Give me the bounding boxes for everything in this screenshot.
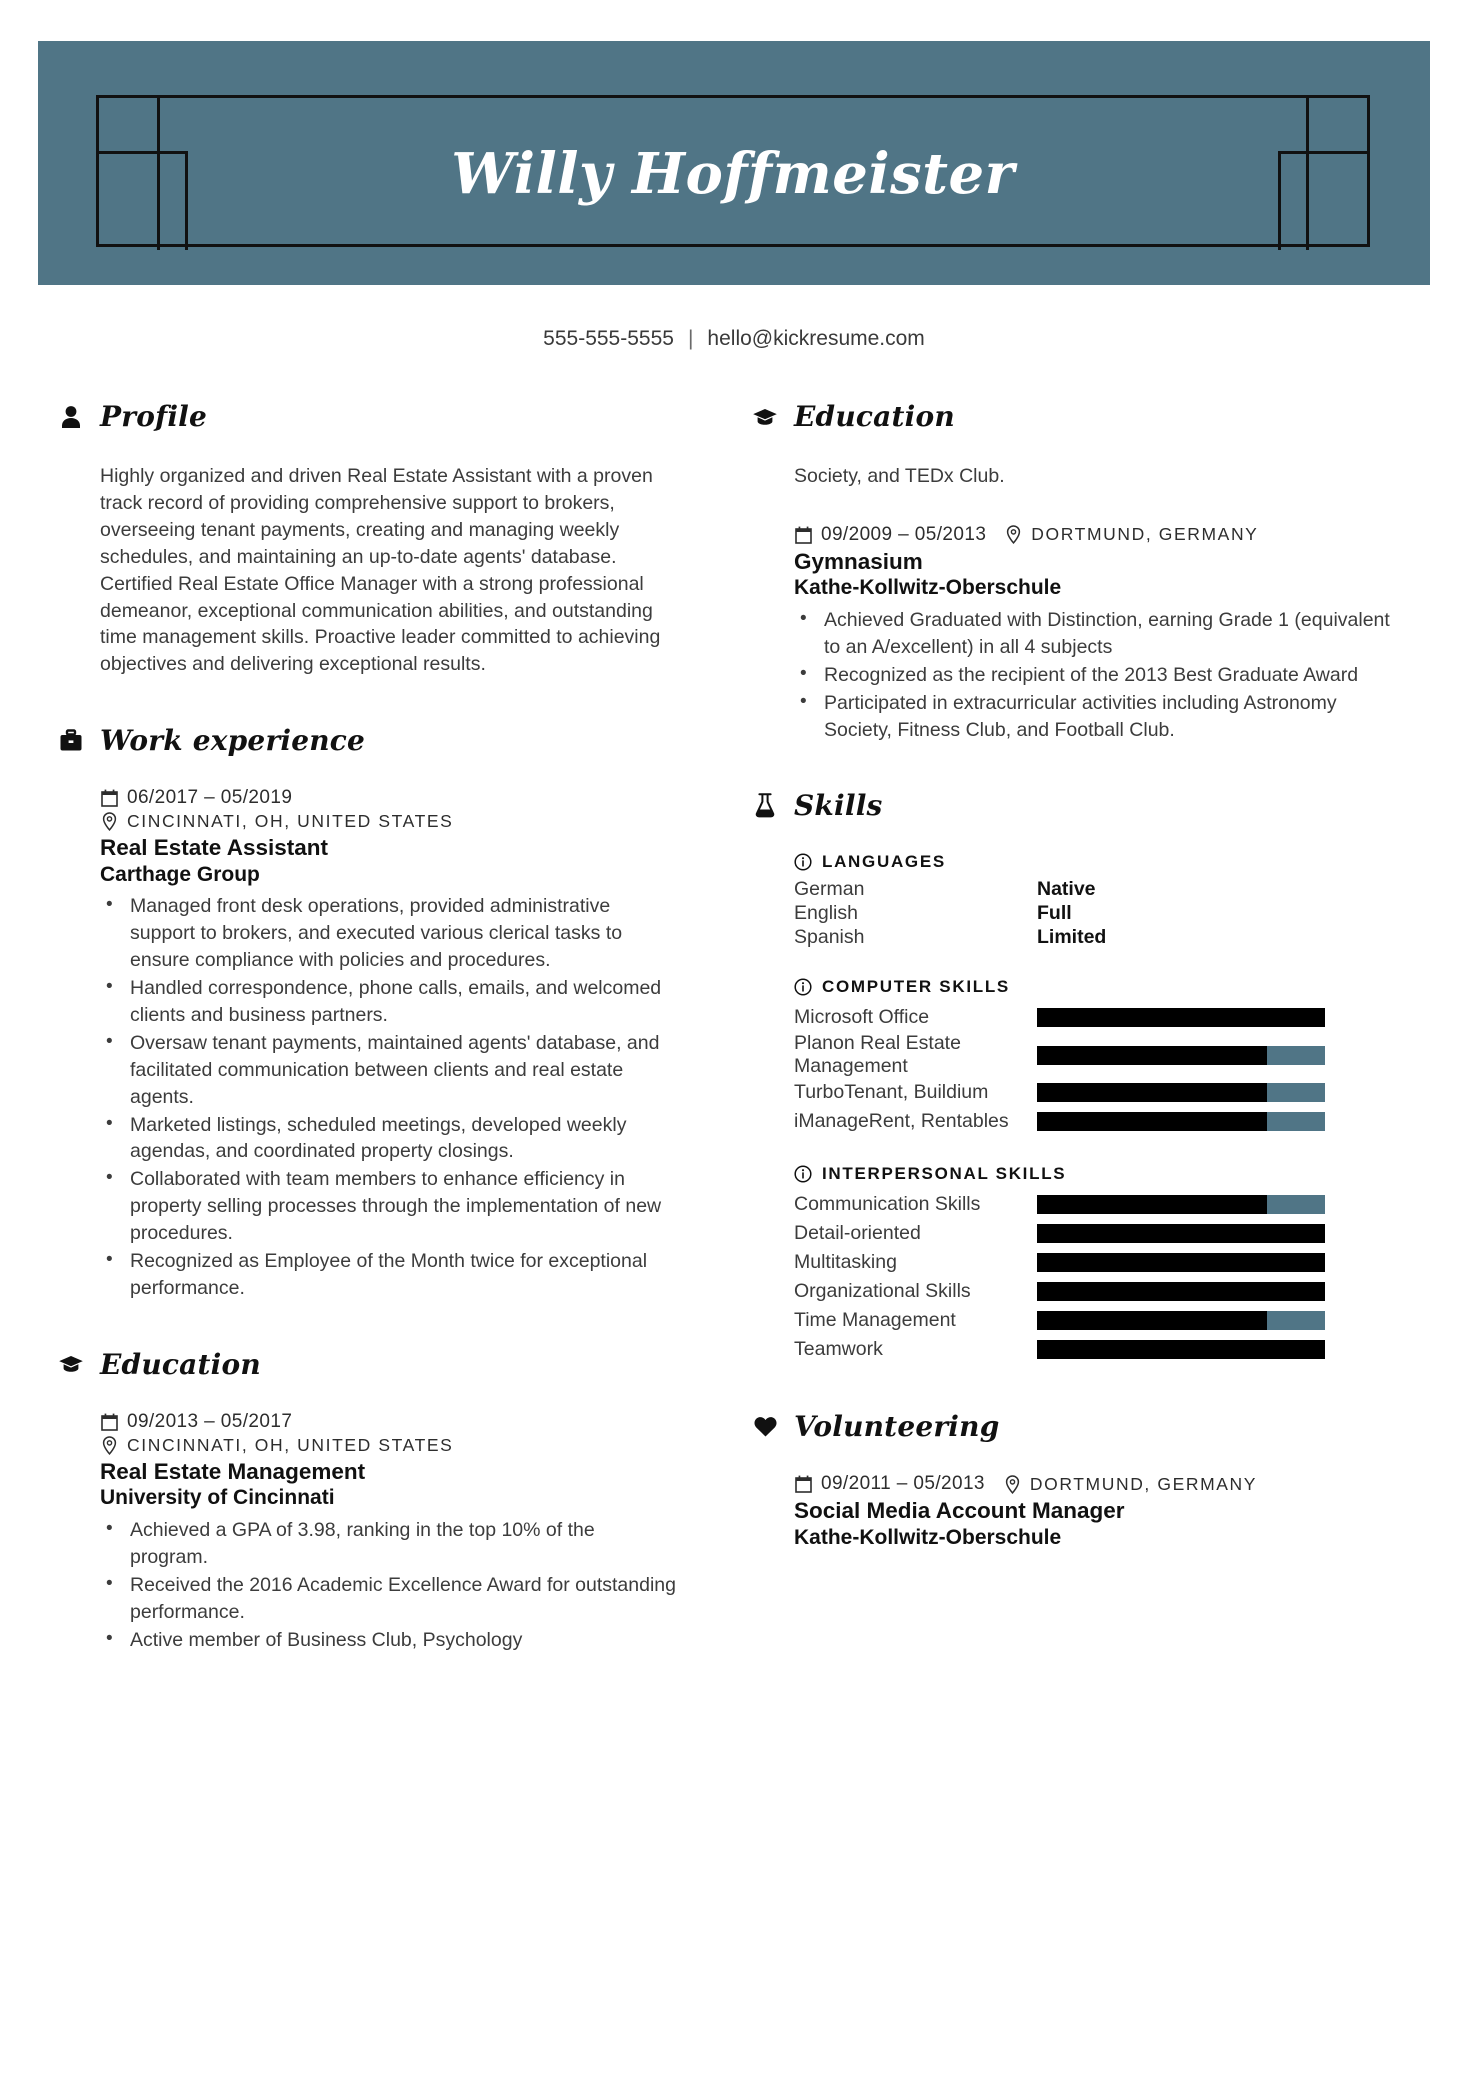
calendar-icon	[794, 1474, 813, 1495]
email-address: hello@kickresume.com	[707, 327, 925, 350]
skill-row	[794, 1032, 1392, 1078]
skill-label: iManageRent, Rentables	[794, 1110, 1009, 1133]
bullet-item: • Managed front desk operations, provided administrative support to brokers, and executed various clerical tasks to ensure compliance with policies and procedures.	[100, 893, 678, 974]
bullet-item: • Oversaw tenant payments, maintained agents' database, and facilitated communication between clients and real estate agents.	[100, 1030, 678, 1111]
skill-bar-track	[1037, 1224, 1325, 1243]
heart-icon	[752, 1413, 778, 1441]
education-right-bullets	[794, 607, 1392, 744]
skill-group-languages	[794, 852, 1392, 949]
section-education-right	[752, 400, 1392, 743]
education-left-dates: 09/2013 – 05/2017	[127, 1410, 293, 1432]
section-education-left	[58, 1348, 678, 1654]
language-row	[794, 926, 1392, 949]
skill-bar-track	[1037, 1311, 1325, 1330]
volunteering-location: DORTMUND, GERMANY	[1029, 1473, 1258, 1494]
skill-bar-fill	[1037, 1282, 1325, 1301]
location-pin-icon	[1003, 1474, 1022, 1495]
location-pin-icon	[100, 811, 119, 832]
contact-separator: |	[687, 327, 694, 350]
work-entry-location-item	[100, 811, 453, 832]
bullet-item: • Achieved Graduated with Distinction, earning Grade 1 (equivalent to an A/excellent) in all 4 subjects	[794, 607, 1392, 661]
bullet-item: • Recognized as Employee of the Month twice for exceptional performance.	[100, 1248, 678, 1302]
education-right-institution: Kathe-Kollwitz-Oberschule	[794, 576, 1062, 600]
skill-bar-fill	[1037, 1253, 1325, 1272]
volunteering-location-item	[1003, 1474, 1257, 1495]
skill-row	[794, 1248, 1392, 1277]
skill-bar-cell	[1037, 1195, 1325, 1214]
volunteering-body	[752, 1473, 1392, 1550]
volunteering-entry	[794, 1473, 1392, 1550]
education-right-degree: Gymnasium	[794, 548, 923, 574]
skill-bar-fill	[1037, 1311, 1267, 1330]
volunteering-role: Social Media Account Manager	[794, 1498, 1125, 1524]
volunteering-organization: Kathe-Kollwitz-Oberschule	[794, 1525, 1062, 1549]
skills-body	[752, 852, 1392, 1364]
skill-bar-fill	[1037, 1046, 1267, 1065]
flask-icon	[752, 792, 778, 820]
education-right-dates: 09/2009 – 05/2013	[821, 523, 987, 545]
volunteering-dates-item	[794, 1473, 985, 1495]
skill-bar-cell	[1037, 1340, 1325, 1359]
education-left-location-row	[100, 1435, 678, 1456]
skill-row	[794, 1335, 1392, 1364]
location-pin-icon	[100, 1435, 119, 1456]
skill-label: Microsoft Office	[794, 1006, 930, 1029]
skill-bar-cell	[1037, 1311, 1325, 1330]
education-right-meta	[794, 524, 1392, 546]
computer-skills-group-title: COMPUTER SKILLS	[822, 977, 1010, 997]
calendar-icon	[100, 1411, 119, 1432]
education-left-degree: Real Estate Management	[100, 1458, 366, 1484]
bullet-item: • Participated in extracurricular activities including Astronomy Society, Fitness Club, and Football Club.	[794, 690, 1392, 744]
education-left-title: Education	[100, 1347, 261, 1381]
graduation-cap-icon	[752, 403, 778, 431]
language-level: Native	[1037, 878, 1096, 901]
skill-bar-track	[1037, 1253, 1325, 1272]
computer-skills-group-head	[794, 977, 1392, 997]
education-right-title: Education	[794, 400, 955, 433]
skill-bar-cell	[1037, 1083, 1325, 1102]
computer-skills-list	[794, 1003, 1392, 1136]
skill-bar-cell	[1037, 1224, 1325, 1243]
skill-label: Planon Real Estate Management	[794, 1032, 961, 1078]
skill-bar-track	[1037, 1083, 1325, 1102]
info-circle-icon	[794, 978, 813, 997]
location-pin-icon	[1004, 524, 1023, 545]
skill-bar-cell	[1037, 1282, 1325, 1301]
work-entry-bullets	[100, 893, 678, 1302]
interpersonal-skills-group-head	[794, 1164, 1392, 1184]
skill-row	[794, 1306, 1392, 1335]
language-name: Spanish	[794, 926, 865, 949]
language-name: English	[794, 902, 858, 925]
bullet-item: • Marketed listings, scheduled meetings, developed weekly agendas, and coordinated property closings.	[100, 1112, 678, 1166]
languages-group-title: LANGUAGES	[822, 852, 946, 872]
info-circle-icon	[794, 853, 813, 872]
volunteering-dates: 09/2011 – 05/2013	[821, 1473, 985, 1495]
skill-bar-cell	[1037, 1112, 1325, 1131]
skill-row	[794, 1219, 1392, 1248]
left-column	[58, 400, 678, 1699]
bullet-item: • Collaborated with team members to enhance efficiency in property selling processes through the implementation of new procedures.	[100, 1166, 678, 1247]
skill-group-interpersonal-skills	[794, 1164, 1392, 1364]
skill-label: Organizational Skills	[794, 1280, 971, 1303]
bullet-item: • Achieved a GPA of 3.98, ranking in the top 10% of the program.	[100, 1517, 678, 1571]
section-work-experience	[58, 724, 678, 1302]
phone-number: 555-555-5555	[543, 327, 674, 350]
education-left-location-item	[100, 1435, 453, 1456]
name-decorative-frame	[96, 95, 1370, 247]
education-left-dates-item	[100, 1411, 292, 1433]
skill-label: Communication Skills	[794, 1193, 981, 1216]
info-circle-icon	[794, 1165, 813, 1184]
profile-body	[58, 463, 678, 678]
skill-bar-fill	[1037, 1224, 1325, 1243]
work-entry-dates-item	[100, 787, 292, 809]
volunteering-meta	[794, 1473, 1392, 1495]
education-left-dates-row	[100, 1411, 678, 1433]
candidate-name: Willy Hoffmeister	[451, 141, 1015, 207]
education-right-heading	[752, 400, 1392, 433]
calendar-icon	[100, 788, 119, 809]
profile-title: Profile	[100, 400, 208, 433]
skill-bar-track	[1037, 1195, 1325, 1214]
skill-bar-cell	[1037, 1008, 1325, 1027]
skill-group-computer-skills	[794, 977, 1392, 1136]
education-left-institution: University of Cincinnati	[100, 1486, 335, 1510]
education-entry	[100, 1411, 678, 1654]
skill-label: Teamwork	[794, 1338, 883, 1361]
work-entry-organization: Carthage Group	[100, 862, 260, 886]
profile-heading	[58, 400, 678, 433]
interpersonal-skills-list	[794, 1190, 1392, 1364]
language-row	[794, 902, 1392, 925]
skill-label: TurboTenant, Buildium	[794, 1081, 989, 1104]
skill-row	[794, 1277, 1392, 1306]
skill-bar-fill	[1037, 1112, 1267, 1131]
language-level: Limited	[1037, 926, 1107, 949]
education-left-body	[58, 1411, 678, 1654]
person-icon	[58, 403, 84, 431]
interpersonal-skills-group-title: INTERPERSONAL SKILLS	[822, 1164, 1067, 1184]
section-volunteering	[752, 1410, 1392, 1550]
language-level: Full	[1037, 902, 1072, 925]
calendar-icon	[794, 524, 813, 545]
languages-list	[794, 878, 1392, 949]
skill-bar-cell	[1037, 1046, 1325, 1065]
skill-row	[794, 1190, 1392, 1219]
education-right-location: DORTMUND, GERMANY	[1031, 524, 1259, 545]
bullet-item: • Recognized as the recipient of the 2013 Best Graduate Award	[794, 662, 1392, 689]
skill-bar-fill	[1037, 1340, 1325, 1359]
skill-bar-track	[1037, 1282, 1325, 1301]
bullet-item: • Received the 2016 Academic Excellence Award for outstanding performance.	[100, 1572, 678, 1626]
work-entry-location: CINCINNATI, OH, UNITED STATES	[127, 811, 454, 832]
language-name: German	[794, 878, 865, 901]
bullet-item: • Active member of Business Club, Psychology	[100, 1627, 678, 1654]
skill-label: Time Management	[794, 1309, 956, 1332]
skill-bar-fill	[1037, 1008, 1325, 1027]
section-skills	[752, 789, 1392, 1364]
skill-bar-track	[1037, 1046, 1325, 1065]
skill-bar-fill	[1037, 1083, 1267, 1102]
skill-row	[794, 1107, 1392, 1136]
contact-line	[0, 327, 1468, 351]
skill-label: Multitasking	[794, 1251, 897, 1274]
skill-bar-track	[1037, 1008, 1325, 1027]
education-left-bullets	[100, 1517, 678, 1654]
briefcase-icon	[58, 727, 84, 755]
skill-row	[794, 1078, 1392, 1107]
education-right-location-item	[1004, 524, 1258, 545]
education-right-body	[752, 463, 1392, 743]
skill-bar-fill	[1037, 1195, 1267, 1214]
education-right-dates-item	[794, 524, 986, 546]
volunteering-title: Volunteering	[794, 1410, 1000, 1444]
education-continued-text: Society, and TEDx Club.	[794, 465, 1005, 487]
work-entry-meta	[100, 787, 678, 809]
bullet-item: • Handled correspondence, phone calls, emails, and welcomed clients and business partners.	[100, 975, 678, 1029]
work-entry	[100, 787, 678, 1302]
work-entry-location-row	[100, 811, 678, 832]
education-left-location: CINCINNATI, OH, UNITED STATES	[127, 1434, 454, 1455]
languages-group-head	[794, 852, 1392, 872]
skill-bar-track	[1037, 1112, 1325, 1131]
skill-label: Detail-oriented	[794, 1222, 921, 1245]
skill-bar-cell	[1037, 1253, 1325, 1272]
skills-heading	[752, 789, 1392, 822]
skills-title: Skills	[794, 789, 883, 823]
language-row	[794, 878, 1392, 901]
skill-row	[794, 1003, 1392, 1032]
education-left-heading	[58, 1348, 678, 1381]
right-column	[752, 400, 1392, 1597]
work-entry-title: Real Estate Assistant	[100, 835, 329, 861]
profile-text: Highly organized and driven Real Estate Assistant with a proven track record of providing comprehensive support to brokers, overseeing tenant payments, creating and managing weekly schedules, and maintaining an up-to-date agents' database. Certified Real Estate Office Manager with a strong professional demeanor, exceptional communication abilities, and outstanding time management skills. Proactive leader committed to achieving objectives and delivering exceptional results.	[100, 465, 661, 676]
work-entry-dates: 06/2017 – 05/2019	[127, 787, 293, 809]
header-banner	[38, 41, 1430, 285]
graduation-cap-icon	[58, 1350, 84, 1378]
work-experience-body	[58, 787, 678, 1302]
education-entry	[794, 524, 1392, 744]
section-profile	[58, 400, 678, 678]
work-experience-title: Work experience	[100, 724, 366, 758]
work-experience-heading	[58, 724, 678, 757]
skill-bar-track	[1037, 1340, 1325, 1359]
volunteering-heading	[752, 1410, 1392, 1443]
